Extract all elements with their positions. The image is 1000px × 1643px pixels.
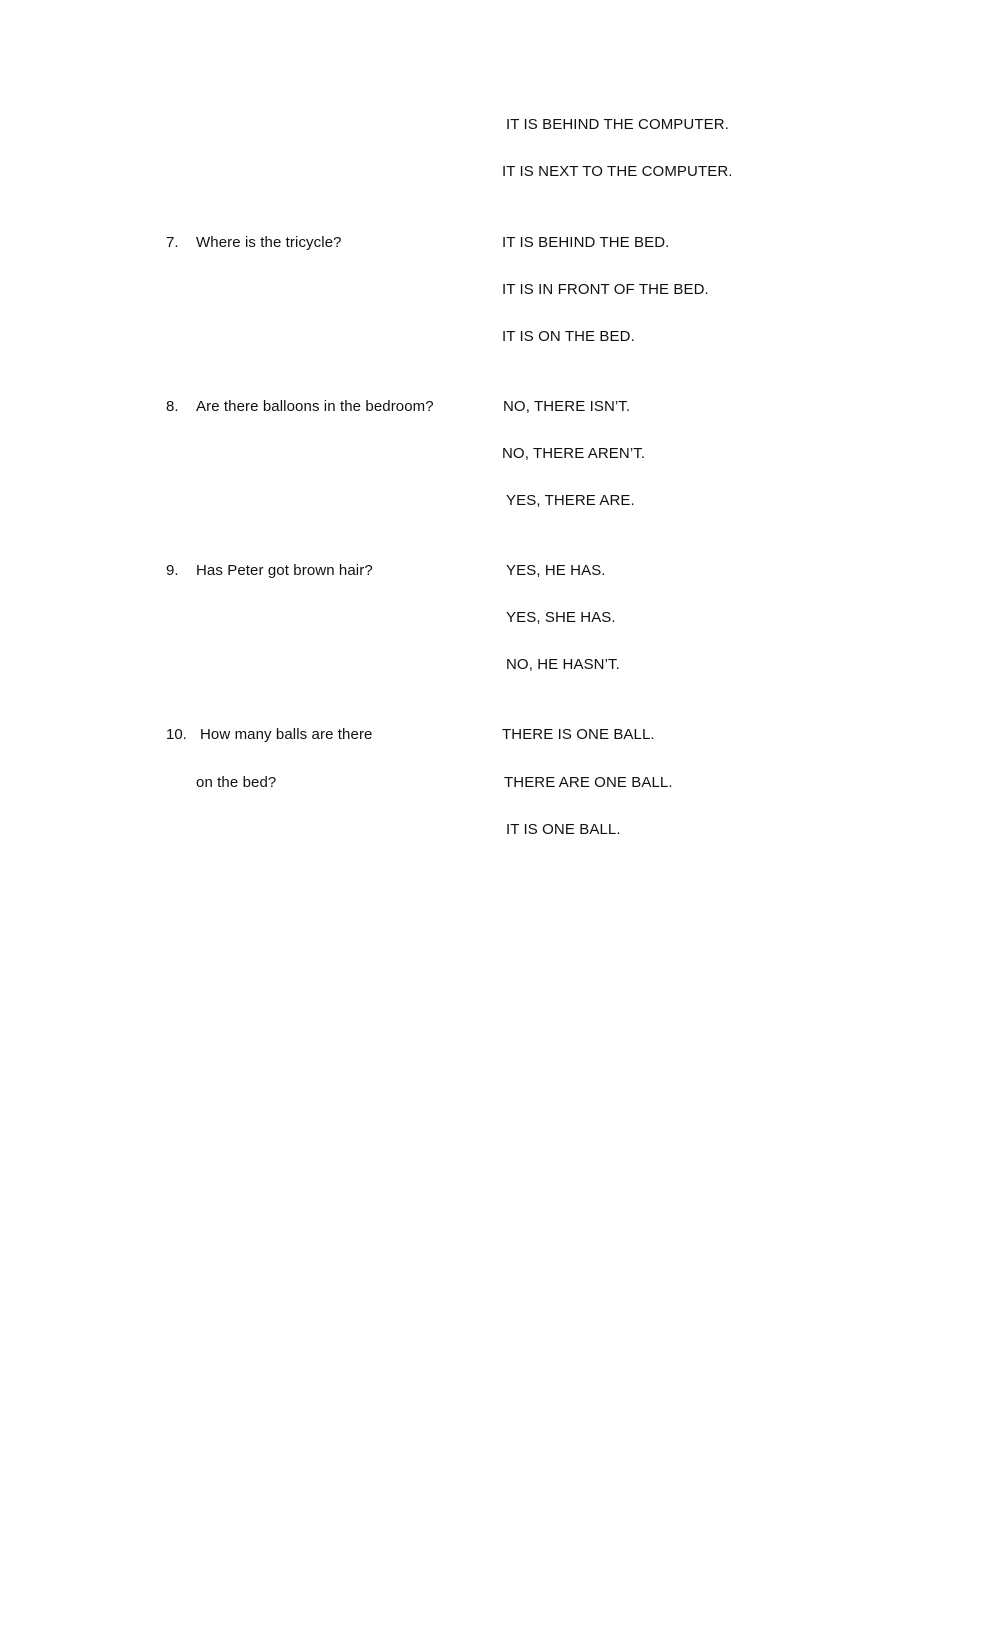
- question-text: Are there balloons in the bedroom?: [196, 398, 434, 415]
- option-text: YES, THERE ARE.: [506, 492, 635, 509]
- option-text: NO, THERE AREN’T.: [502, 445, 646, 462]
- option-text: IT IS ONE BALL.: [506, 821, 621, 838]
- option-text: IT IS IN FRONT OF THE BED.: [502, 281, 709, 298]
- question-text: Where is the tricycle?: [196, 234, 342, 251]
- question-text: Has Peter got brown hair?: [196, 562, 373, 579]
- option-text: THERE IS ONE BALL.: [502, 726, 655, 743]
- option-text: IT IS BEHIND THE COMPUTER.: [506, 116, 729, 133]
- option-text: THERE ARE ONE BALL.: [504, 774, 673, 791]
- question-number: 9.: [166, 562, 179, 579]
- option-text: YES, HE HAS.: [506, 562, 606, 579]
- question-number: 10.: [166, 726, 187, 743]
- option-text: NO, HE HASN’T.: [506, 656, 620, 673]
- option-text: YES, SHE HAS.: [506, 609, 616, 626]
- question-text-line2: on the bed?: [196, 774, 277, 791]
- question-number: 7.: [166, 234, 179, 251]
- option-text: IT IS ON THE BED.: [502, 328, 635, 345]
- question-number: 8.: [166, 398, 179, 415]
- option-text: NO, THERE ISN’T.: [503, 398, 631, 415]
- option-text: IT IS BEHIND THE BED.: [502, 234, 670, 251]
- option-text: IT IS NEXT TO THE COMPUTER.: [502, 163, 733, 180]
- question-text: How many balls are there: [200, 726, 373, 743]
